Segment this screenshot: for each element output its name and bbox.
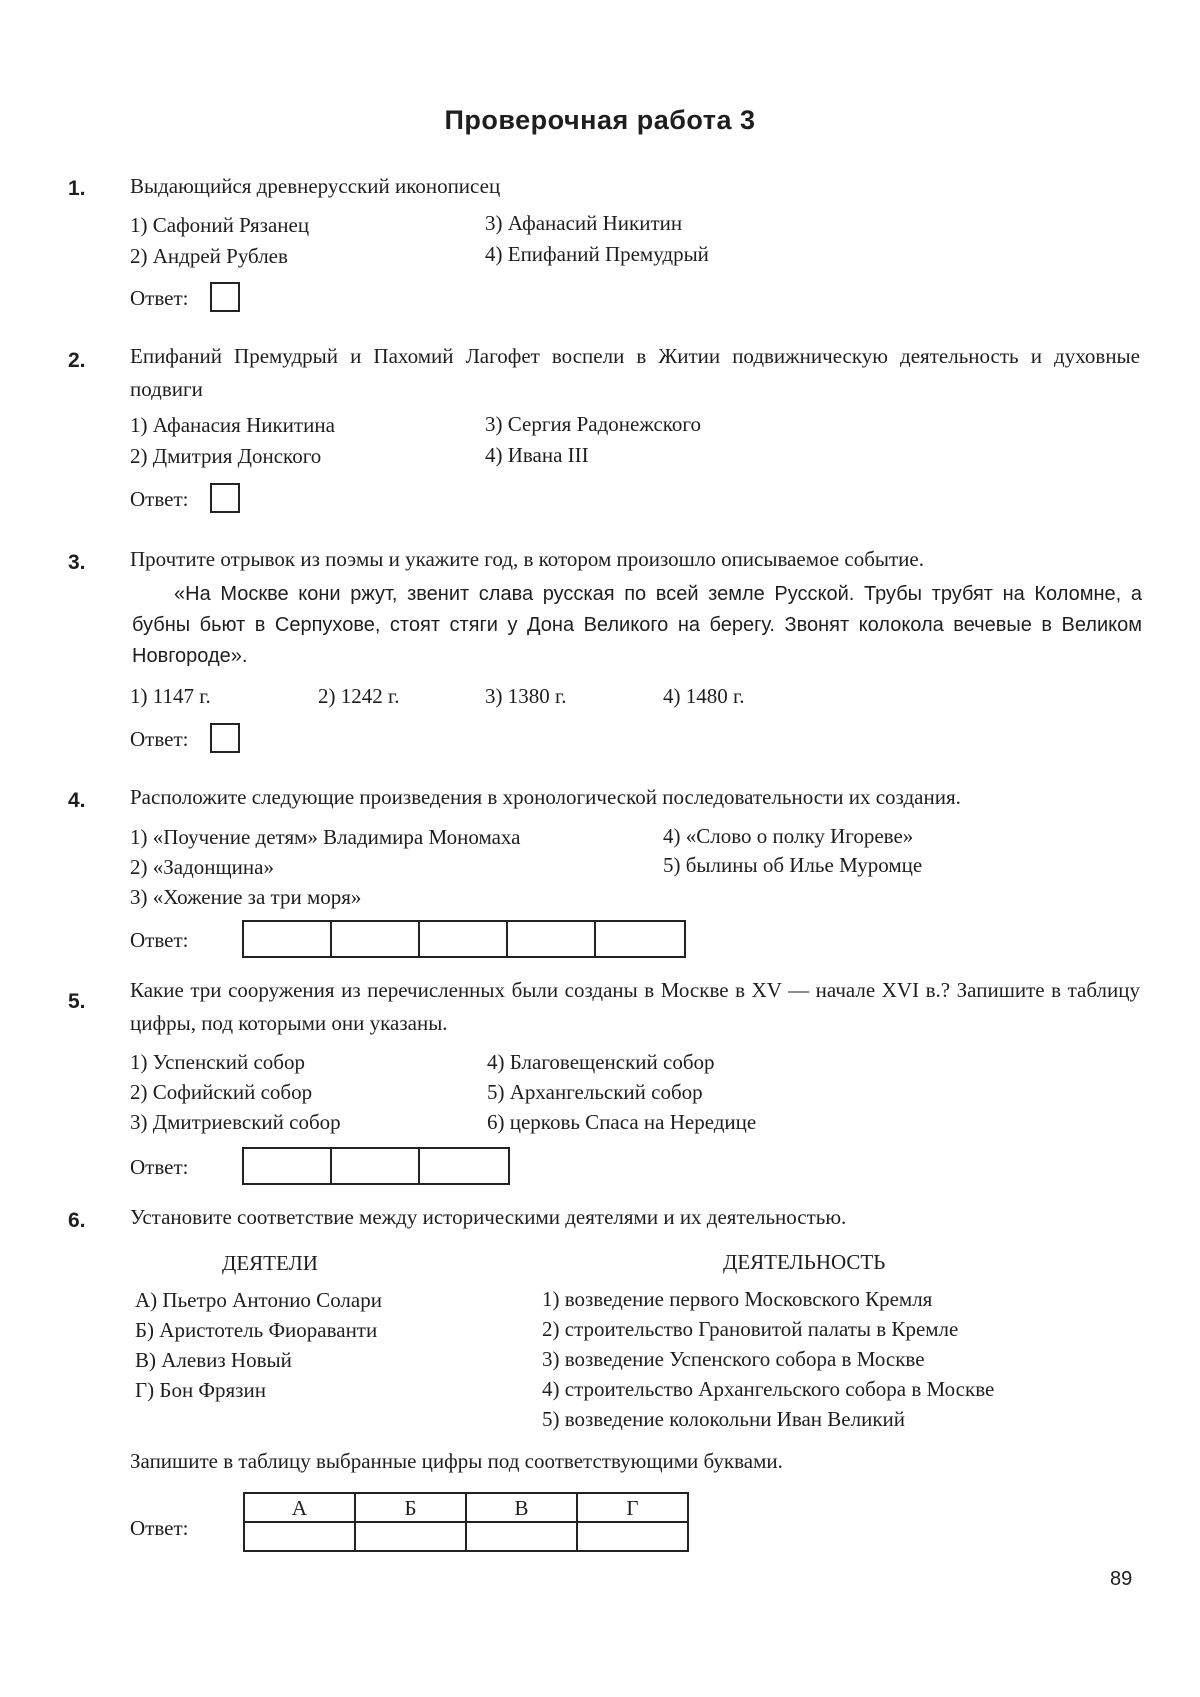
column-header-activities: ДЕЯТЕЛЬНОСТЬ — [723, 1250, 886, 1274]
table-header-a: А — [244, 1493, 355, 1522]
question-2-number: 2. — [68, 349, 86, 372]
question-5-option-2: 2) Софийский собор — [130, 1080, 313, 1104]
question-3-option-4: 4) 1480 г. — [663, 684, 745, 708]
question-2-option-2: 2) Дмитрия Донского — [130, 444, 322, 468]
question-6-instruction: Запишите в таблицу выбранные цифры под соответствующими буквами. — [130, 1449, 783, 1473]
figure-v: В) Алевиз Новый — [135, 1348, 292, 1372]
activity-2: 2) строительство Грановитой палаты в Кремле — [542, 1317, 959, 1341]
answer-cell[interactable] — [420, 922, 508, 956]
question-6-answer-label: Ответ: — [130, 1516, 189, 1540]
activity-4: 4) строительство Архангельского собора в Москве — [542, 1377, 995, 1401]
question-4-answer-label: Ответ: — [130, 928, 189, 952]
question-2-text: Епифаний Премудрый и Пахомий Лагофет воспели в Житии подвижническую деятельность и духовные подвиги — [130, 344, 1140, 401]
figure-b: Б) Аристотель Фиораванти — [135, 1318, 378, 1342]
question-4-option-2: 2) «Задонщина» — [130, 855, 274, 879]
question-5-answer-cells — [242, 1147, 510, 1185]
question-5-option-6: 6) церковь Спаса на Нередице — [487, 1110, 757, 1134]
question-3-answer-label: Ответ: — [130, 727, 189, 751]
answer-cell[interactable] — [244, 1149, 332, 1183]
question-2-answer-label: Ответ: — [130, 487, 189, 511]
table-header-b: Б — [355, 1493, 466, 1522]
answer-cell[interactable] — [420, 1149, 508, 1183]
column-header-figures: ДЕЯТЕЛИ — [222, 1251, 318, 1275]
question-5-option-4: 4) Благовещенский собор — [487, 1050, 715, 1074]
question-1-option-1: 1) Сафоний Рязанец — [130, 213, 310, 237]
question-5-option-5: 5) Архангельский собор — [487, 1080, 703, 1104]
question-1-answer-label: Ответ: — [130, 286, 189, 310]
question-3-number: 3. — [68, 551, 86, 574]
answer-cell[interactable] — [596, 922, 684, 956]
question-3-text: Прочтите отрывок из поэмы и укажите год, в котором произошло описываемое событие. — [130, 547, 924, 571]
table-header-v: В — [466, 1493, 577, 1522]
question-5-number: 5. — [68, 990, 86, 1013]
activity-1: 1) возведение первого Московского Кремля — [542, 1287, 933, 1311]
activity-3: 3) возведение Успенского собора в Москве — [542, 1347, 925, 1371]
question-4-option-5: 5) былины об Илье Муромце — [663, 853, 923, 877]
question-3-option-1: 1) 1147 г. — [130, 684, 211, 708]
question-1-answer-box[interactable] — [210, 282, 240, 312]
answer-cell[interactable] — [508, 922, 596, 956]
answer-cell[interactable] — [577, 1522, 688, 1551]
answer-cell[interactable] — [244, 922, 332, 956]
question-1-option-2: 2) Андрей Рублев — [130, 244, 288, 268]
question-4-answer-cells — [242, 920, 686, 958]
answer-cell[interactable] — [332, 922, 420, 956]
question-1-option-3: 3) Афанасий Никитин — [485, 211, 683, 235]
answer-cell[interactable] — [332, 1149, 420, 1183]
question-1-text: Выдающийся древнерусский иконописец — [130, 174, 501, 198]
question-3-quote: «На Москве кони ржут, звенит слава русская по всей земле Русской. Трубы трубят на Коломне, а бубны бьют в Серпухове, стоят стяги у Дона Великого на берегу. Звонят колокола вечевые в Великом Новгороде». — [132, 583, 1142, 667]
question-2-option-1: 1) Афанасия Никитина — [130, 413, 335, 437]
question-5-option-3: 3) Дмитриевский собор — [130, 1110, 341, 1134]
question-5-text: Какие три сооружения из перечисленных были созданы в Москве в XV — начале XVI в.? Запишите в таблицу цифры, под которыми они указаны. — [130, 978, 1140, 1035]
question-6-text: Установите соответствие между историческими деятелями и их деятельностью. — [130, 1205, 847, 1229]
question-6-answer-table — [243, 1492, 689, 1552]
question-3-option-2: 2) 1242 г. — [318, 684, 400, 708]
page-number: 89 — [1110, 1568, 1133, 1590]
question-2-option-3: 3) Сергия Радонежского — [485, 412, 702, 436]
figure-g: Г) Бон Фрязин — [135, 1378, 266, 1402]
table-header-g: Г — [577, 1493, 688, 1522]
figure-a: А) Пьетро Антонио Солари — [135, 1288, 382, 1312]
question-2-option-4: 4) Ивана III — [485, 443, 589, 467]
page-title: Проверочная работа 3 — [444, 105, 756, 135]
question-4-option-3: 3) «Хожение за три моря» — [130, 885, 362, 909]
question-2-answer-box[interactable] — [210, 483, 240, 513]
answer-cell[interactable] — [355, 1522, 466, 1551]
question-3-option-3: 3) 1380 г. — [485, 684, 567, 708]
question-5-answer-label: Ответ: — [130, 1155, 189, 1179]
question-5-option-1: 1) Успенский собор — [130, 1050, 305, 1074]
question-4-text: Расположите следующие произведения в хронологической последовательности их создания. — [130, 785, 961, 809]
question-1-option-4: 4) Епифаний Премудрый — [485, 242, 709, 266]
question-3-answer-box[interactable] — [210, 723, 240, 753]
question-4-option-4: 4) «Слово о полку Игореве» — [663, 824, 914, 848]
question-6-number: 6. — [68, 1209, 86, 1232]
question-4-option-1: 1) «Поучение детям» Владимира Мономаха — [130, 825, 521, 849]
answer-cell[interactable] — [466, 1522, 577, 1551]
question-1-number: 1. — [68, 177, 86, 200]
question-4-number: 4. — [68, 789, 86, 812]
activity-5: 5) возведение колокольни Иван Великий — [542, 1407, 906, 1431]
answer-cell[interactable] — [244, 1522, 355, 1551]
